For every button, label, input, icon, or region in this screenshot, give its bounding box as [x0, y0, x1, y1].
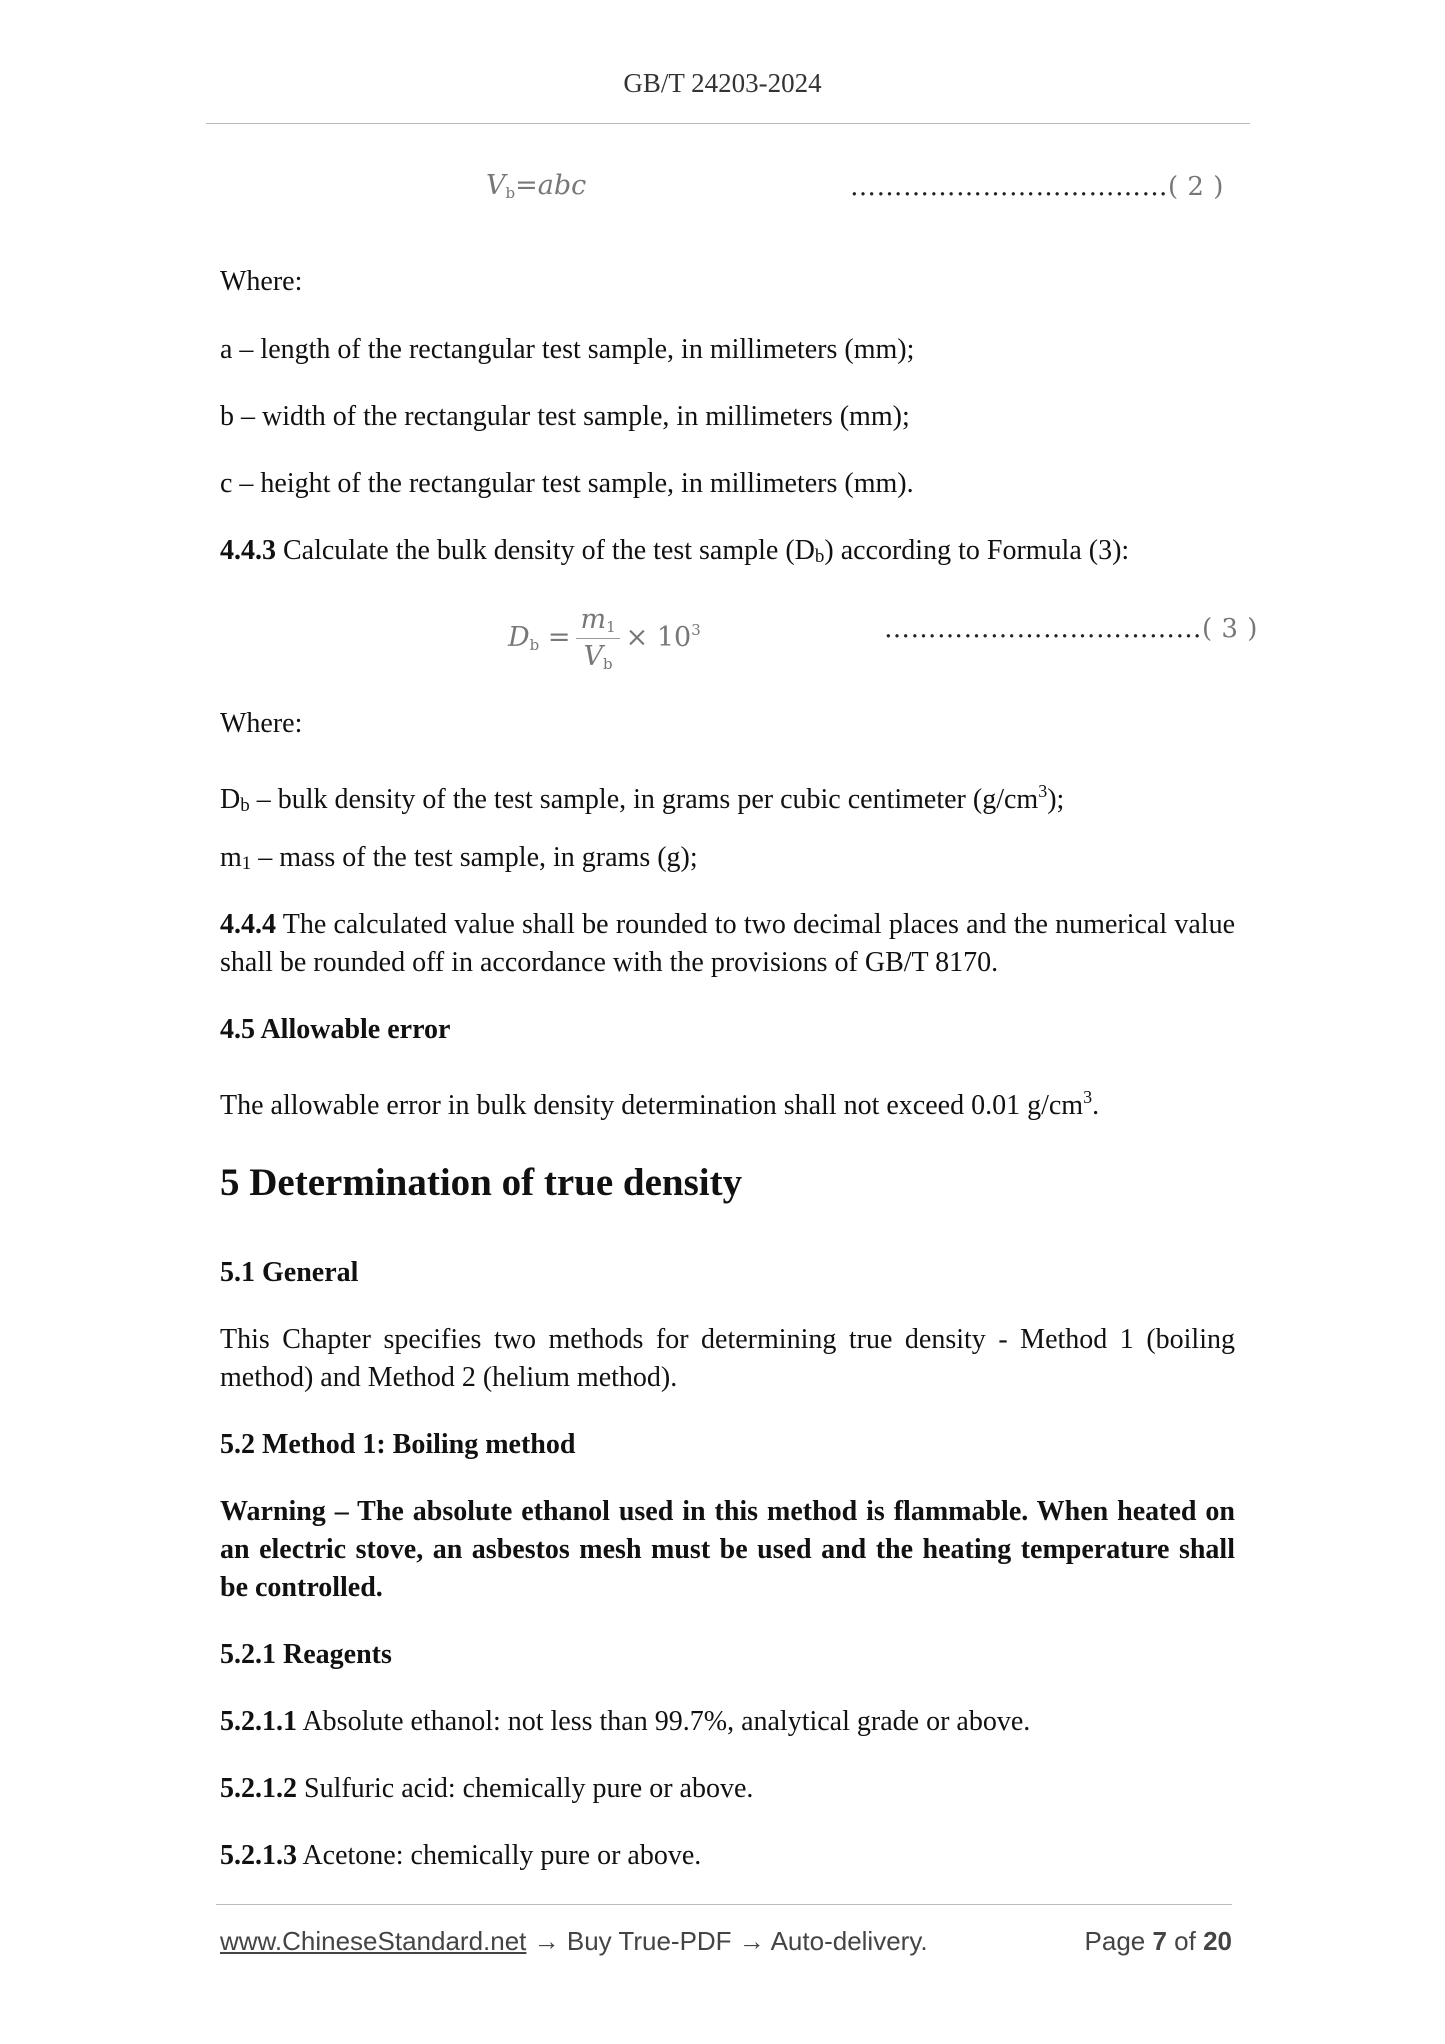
reagent-text: Absolute ethanol: not less than 99.7%, analytical grade or above. [297, 1706, 1031, 1737]
section-5-2-1-title: 5.2.1 Reagents [220, 1639, 392, 1670]
section-4-5-body: The allowable error in bulk density determination shall not exceed 0.01 g/cm [220, 1090, 1084, 1121]
where-label-1: Where: [220, 266, 303, 297]
of-label: of [1166, 1926, 1204, 1956]
arrow-icon: → [526, 1926, 567, 1956]
page-footer [220, 1926, 1232, 1962]
formula-3-denominator: V [583, 641, 603, 672]
definition-c: c – height of the rectangular test sample, in millimeters (mm). [220, 468, 914, 499]
definition-db-text: – bulk density of the test sample, in grams per cubic centimeter (g/cm [249, 784, 1039, 815]
auto-delivery-text: Auto-delivery. [770, 1926, 928, 1956]
section-5-1-title: 5.1 General [220, 1257, 359, 1288]
reagent-number: 5.2.1.1 [220, 1706, 297, 1737]
clause-4-4-3-sub: b [814, 546, 825, 567]
formula-3-exponent: 3 [691, 621, 701, 639]
header-divider [206, 123, 1250, 124]
formula-2-number: ( 2 ) [1168, 172, 1224, 202]
reagent-text: Sulfuric acid: chemically pure or above. [297, 1773, 754, 1804]
warning-text: Warning – The absolute ethanol used in this method is flammable. When heated on an electric stove, an asbestos mesh must be used and the heating temperature shall be controlled. [220, 1496, 1235, 1603]
formula-2-leader [850, 172, 1224, 202]
formula-3-number: ( 3 ) [1202, 614, 1258, 644]
definition-db-end: ); [1047, 784, 1065, 815]
definition-m1-symbol: m [220, 842, 242, 873]
formula-2-lhs-sub: b [505, 184, 516, 202]
definition-db-symbol: D [220, 784, 241, 815]
reagent-item [220, 1837, 1235, 1875]
reagent-text: Acetone: chemically pure or above. [297, 1840, 702, 1871]
section-5-1-text: This Chapter specifies two methods for determining true density - Method 1 (boiling method) and Method 2 (helium method). [220, 1324, 1235, 1393]
page-label: Page [1084, 1926, 1153, 1956]
section-4-5-sup: 3 [1083, 1087, 1093, 1107]
definition-m1-text: – mass of the test sample, in grams (g); [251, 842, 698, 873]
page-header-title: GB/T 24203-2024 [623, 68, 822, 98]
formula-3-eq: = [547, 622, 571, 653]
formula-3-fraction [576, 604, 619, 673]
section-4-5-end: . [1092, 1090, 1100, 1121]
definition-db-sup: 3 [1038, 781, 1048, 801]
current-page: 7 [1152, 1926, 1167, 1956]
section-4-5-title: 4.5 Allowable error [220, 1014, 451, 1045]
arrow-icon: → [731, 1926, 771, 1956]
clause-4-4-4-text: The calculated value shall be rounded to two decimal places and the numerical value shall be rounded off in accordance with the provisions of GB/T 8170. [220, 909, 1235, 978]
formula-3-numerator-sub: 1 [606, 618, 616, 636]
clause-4-4-3-text: Calculate the bulk density of the test sample (D [276, 535, 815, 566]
clause-4-4-4-number: 4.4.4 [220, 909, 276, 940]
definition-m1 [220, 839, 1235, 883]
definition-db-sub: b [240, 795, 250, 816]
clause-4-4-3-text-end: ) according to Formula (3): [824, 535, 1130, 566]
section-4-5-text [220, 1078, 1235, 1125]
website-link[interactable]: www.ChineseStandard.net [220, 1926, 527, 1956]
formula-2 [486, 170, 586, 202]
definition-a: a – length of the rectangular test sample, in millimeters (mm); [220, 334, 915, 365]
reagent-number: 5.2.1.2 [220, 1773, 297, 1804]
footer-divider [216, 1904, 1232, 1905]
formula-3-denominator-sub: b [603, 655, 613, 673]
total-pages: 20 [1203, 1926, 1232, 1956]
formula-2-dots: ……………………………… [850, 172, 1168, 202]
formula-3-lhs: D [508, 622, 530, 653]
formula-3-leader [884, 614, 1258, 644]
clause-4-4-4 [220, 906, 1235, 982]
definition-m1-sub: 1 [241, 853, 252, 874]
reagent-item [220, 1770, 1235, 1808]
section-5-2-title: 5.2 Method 1: Boiling method [220, 1429, 576, 1460]
page-number [1085, 1926, 1232, 1957]
formula-3-lhs-sub: b [529, 636, 540, 654]
chapter-5-title: 5 Determination of true density [220, 1161, 743, 1204]
formula-2-rhs: =abc [515, 170, 587, 201]
formula-3-times: × 10 [625, 622, 692, 653]
definition-db [220, 772, 1235, 825]
buy-pdf-text: Buy True-PDF [566, 1926, 732, 1956]
reagent-item [220, 1703, 1235, 1741]
formula-3 [508, 604, 701, 673]
clause-4-4-3-number: 4.4.3 [220, 535, 276, 566]
definition-b: b – width of the rectangular test sample, in millimeters (mm); [220, 401, 910, 432]
formula-2-lhs: V [486, 170, 506, 201]
formula-3-dots: ……………………………… [884, 614, 1202, 644]
formula-3-numerator: m [580, 604, 607, 635]
clause-4-4-3 [220, 532, 1235, 576]
where-label-2: Where: [220, 708, 303, 739]
reagent-number: 5.2.1.3 [220, 1840, 297, 1871]
